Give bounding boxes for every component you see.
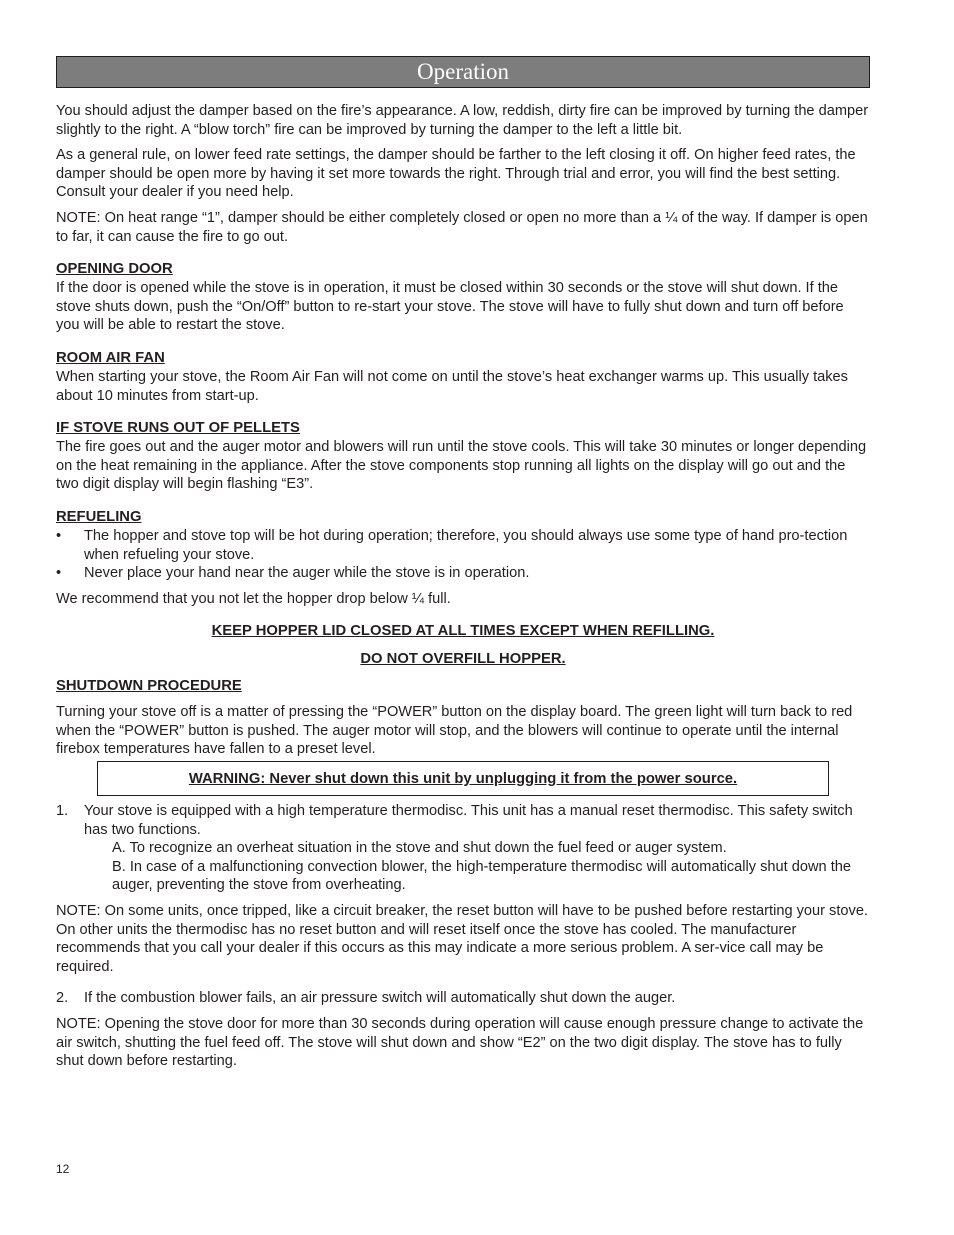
out-of-pellets-heading: IF STOVE RUNS OUT OF PELLETS (56, 420, 300, 437)
shutdown-text: Turning your stove off is a matter of pressing the “POWER” button on the display board. The green light will turn back to red when the “POWER” button is pushed. The auger motor will stop, and the blowers will continue to operate until the internal firebox temperatures have fallen to a preset level. (56, 704, 853, 758)
intro-note: NOTE: On heat range “1”, damper should be either completely closed or open no more than a ¼ of the way. If damper is open to far, it can cause the fire to go out. (56, 209, 868, 245)
item-number: 2. (56, 990, 69, 1007)
opening-door-text: If the door is opened while the stove is in operation, it must be closed within 30 seconds or the stove will shut down. If the stove shuts down, push the “On/Off” button to re-start your stove. The stove will have to fully shut down and turn off before you will be able to restart the stove. (56, 280, 844, 334)
list-item (56, 564, 870, 583)
item-number: 1. (56, 803, 69, 820)
thermodisc-note: NOTE: On some units, once tripped, like a circuit breaker, the reset button will have to be pushed before restarting your stove. On other units the thermodisc has no reset button and will reset itself once the stove has cooled. The manufacturer recommends that you call your dealer if this occurs as this may indicate a more serious problem. A ser-vice call may be required. (56, 903, 868, 975)
hopper-lid-warning: KEEP HOPPER LID CLOSED AT ALL TIMES EXCEPT WHEN REFILLING. (211, 623, 715, 640)
list-item-text: Never place your hand near the auger while the stove is in operation. (84, 565, 530, 582)
refueling-note: We recommend that you not let the hopper drop below ¼ full. (56, 590, 451, 607)
out-of-pellets-text: The fire goes out and the auger motor and blowers will run until the stove cools. This will take 30 minutes or longer depending on the heat remaining in the appliance. After the stove components stop running all lights on the display will go out and the two digit display will begin flashing “E3”. (56, 439, 867, 493)
overfill-warning: DO NOT OVERFILL HOPPER. (360, 651, 566, 668)
section-banner (56, 56, 870, 88)
room-air-fan-text: When starting your stove, the Room Air Fan will not come on until the stove’s heat exchanger warms up. This usually takes about 10 minutes from start-up. (56, 368, 848, 404)
refueling-list (56, 527, 870, 583)
room-air-fan-heading: ROOM AIR FAN (56, 349, 165, 366)
numbered-item-2 (56, 989, 870, 1008)
bullet-glyph: • (56, 565, 62, 582)
numbered-item-1 (56, 802, 870, 839)
page-number: 12 (56, 1162, 70, 1176)
page-content (56, 56, 870, 1071)
intro-paragraph-1: You should adjust the damper based on the fire’s appearance. A low, reddish, dirty fire can be improved by turning the damper slightly to the right. A “blow torch” fire can be improved by turning the damper to the left a little bit. (56, 103, 869, 138)
refueling-heading: REFUELING (56, 508, 142, 525)
intro-paragraph-2: As a general rule, on lower feed rate settings, the damper should be farther to the left closing it off. On higher feed rates, the damper should be open more by having it set more towards the right. Through trial and error, you will find the best setting. Consult your dealer if you need help. (56, 147, 856, 201)
sub-item-a: A. To recognize an overheat situation in the stove and shut down the fuel feed or auger system. (112, 840, 727, 857)
page-title: Operation (417, 59, 509, 84)
warning-box (97, 761, 829, 796)
door-pressure-note: NOTE: Opening the stove door for more than 30 seconds during operation will cause enough pressure change to activate the air switch, shutting the fuel feed off. The stove will shut down and show “E2” on the two digit display. The stove has to fully shut down before restarting. (56, 1016, 864, 1070)
list-item (56, 527, 870, 564)
opening-door-heading: OPENING DOOR (56, 261, 173, 278)
shutdown-heading: SHUTDOWN PROCEDURE (56, 678, 242, 695)
warning-text: WARNING: Never shut down this unit by unplugging it from the power source. (188, 770, 738, 787)
list-item-text: The hopper and stove top will be hot during operation; therefore, you should always use some type of hand pro-tection when refueling your stove. (84, 527, 848, 563)
item-text: Your stove is equipped with a high temperature thermodisc. This unit has a manual reset thermodisc. This safety switch has two functions. (84, 803, 853, 838)
item-text: If the combustion blower fails, an air pressure switch will automatically shut down the auger. (84, 990, 676, 1007)
sub-item-b: B. In case of a malfunctioning convection blower, the high-temperature thermodisc will automatically shut down the auger, preventing the stove from overheating. (112, 858, 851, 894)
bullet-glyph: • (56, 527, 62, 544)
